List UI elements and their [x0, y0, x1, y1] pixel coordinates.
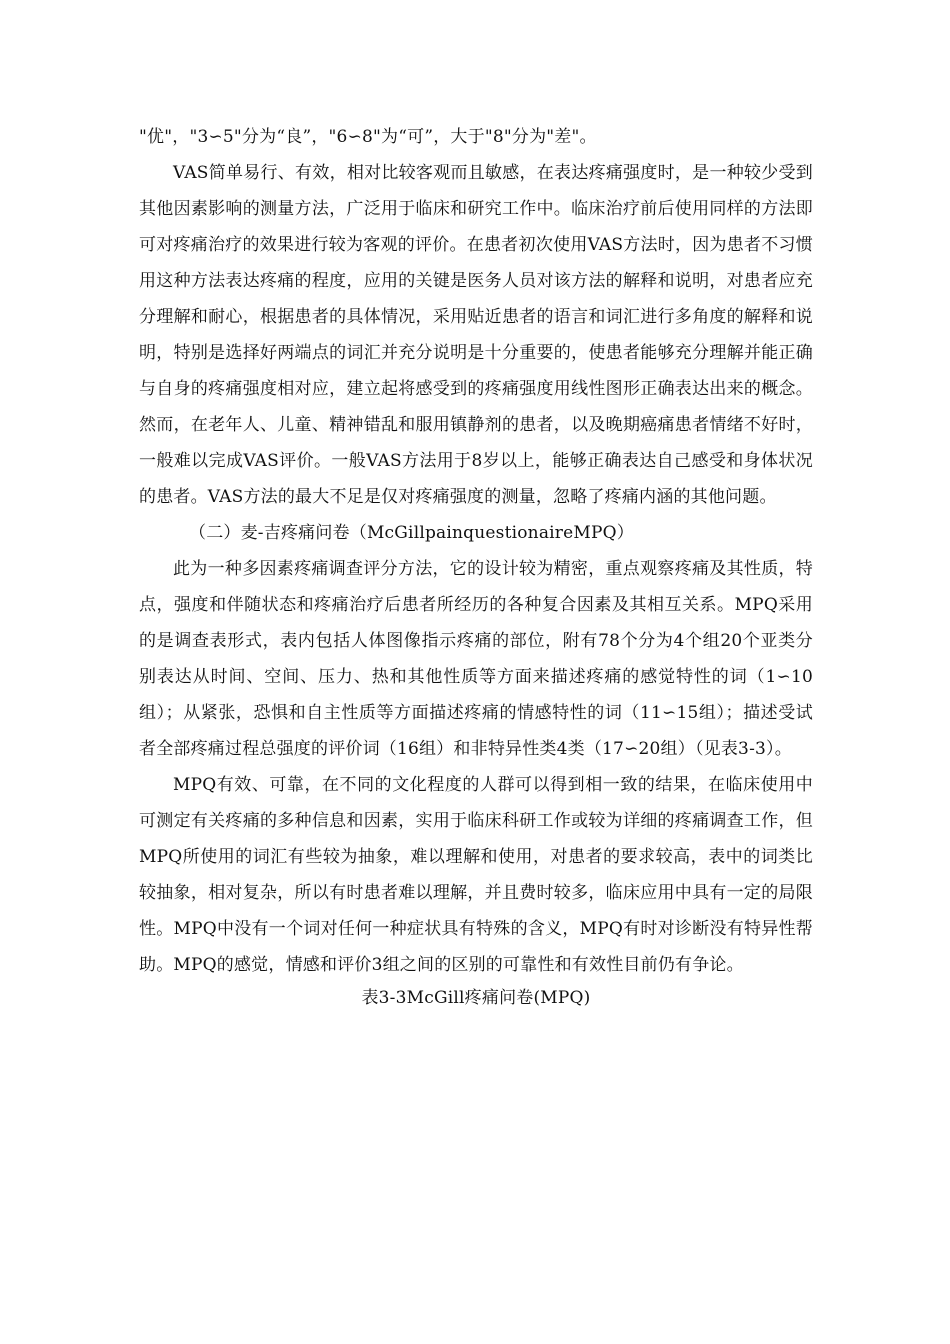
- document-body: [139, 119, 813, 1013]
- section-heading: （二）麦-吉疼痛问卷（McGillpainquestionaireMPQ）: [189, 523, 634, 543]
- paragraph-mpq-intro: 此为一种多因素疼痛调查评分方法，它的设计较为精密，重点观察疼痛及其性质，特点，强度和伴随状态和疼痛治疗后患者所经历的各种复合因素及其相互关系。MPQ采用的是调查表形式，表内包括人体图像指示疼痛的部位，附有78个分为4个组20个亚类分别表达从时间、空间、压力、热和其他性质等方面来描述疼痛的感觉特性的词（1∽10组）；从紧张，恐惧和自主性质等方面描述疼痛的情感特性的词（11∽15组）；描述受试者全部疼痛过程总强度的评价词（16组）和非特异性类4类（17∽20组）（见表3-3）。: [139, 559, 813, 759]
- paragraph-continuation: "优"，"3∽5"分为“良”，"6∽8"为“可”，大于"8"分为"差"。: [139, 127, 597, 147]
- paragraph-vas: VAS简单易行、有效，相对比较客观而且敏感，在表达疼痛强度时，是一种较少受到其他因素影响的测量方法，广泛用于临床和研究工作中。临床治疗前后使用同样的方法即可对疼痛治疗的效果进行较为客观的评价。在患者初次使用VAS方法时，因为患者不习惯用这种方法表达疼痛的程度，应用的关键是医务人员对该方法的解释和说明，对患者应充分理解和耐心，根据患者的具体情况，采用贴近患者的语言和词汇进行多角度的解释和说明，特别是选择好两端点的词汇并充分说明是十分重要的，使患者能够充分理解并能正确与自身的疼痛强度相对应，建立起将感受到的疼痛强度用线性图形正确表达出来的概念。然而，在老年人、儿童、精神错乱和服用镇静剂的患者，以及晚期癌痛患者情绪不好时，一般难以完成VAS评价。一般VAS方法用于8岁以上，能够正确表达自己感受和身体状况的患者。VAS方法的最大不足是仅对疼痛强度的测量，忽略了疼痛内涵的其他问题。: [139, 163, 813, 507]
- table-caption: 表3-3McGill疼痛问卷(MPQ): [361, 988, 591, 1008]
- paragraph-mpq-evaluation: MPQ有效、可靠，在不同的文化程度的人群可以得到相一致的结果，在临床使用中可测定有关疼痛的多种信息和因素，实用于临床科研工作或较为详细的疼痛调查工作，但MPQ所使用的词汇有些较为抽象，难以理解和使用，对患者的要求较高，表中的词类比较抽象，相对复杂，所以有时患者难以理解，并且费时较多，临床应用中具有一定的局限性。MPQ中没有一个词对任何一种症状具有特殊的含义，MPQ有时对诊断没有特异性帮助。MPQ的感觉，情感和评价3组之间的区别的可靠性和有效性目前仍有争论。: [139, 775, 813, 975]
